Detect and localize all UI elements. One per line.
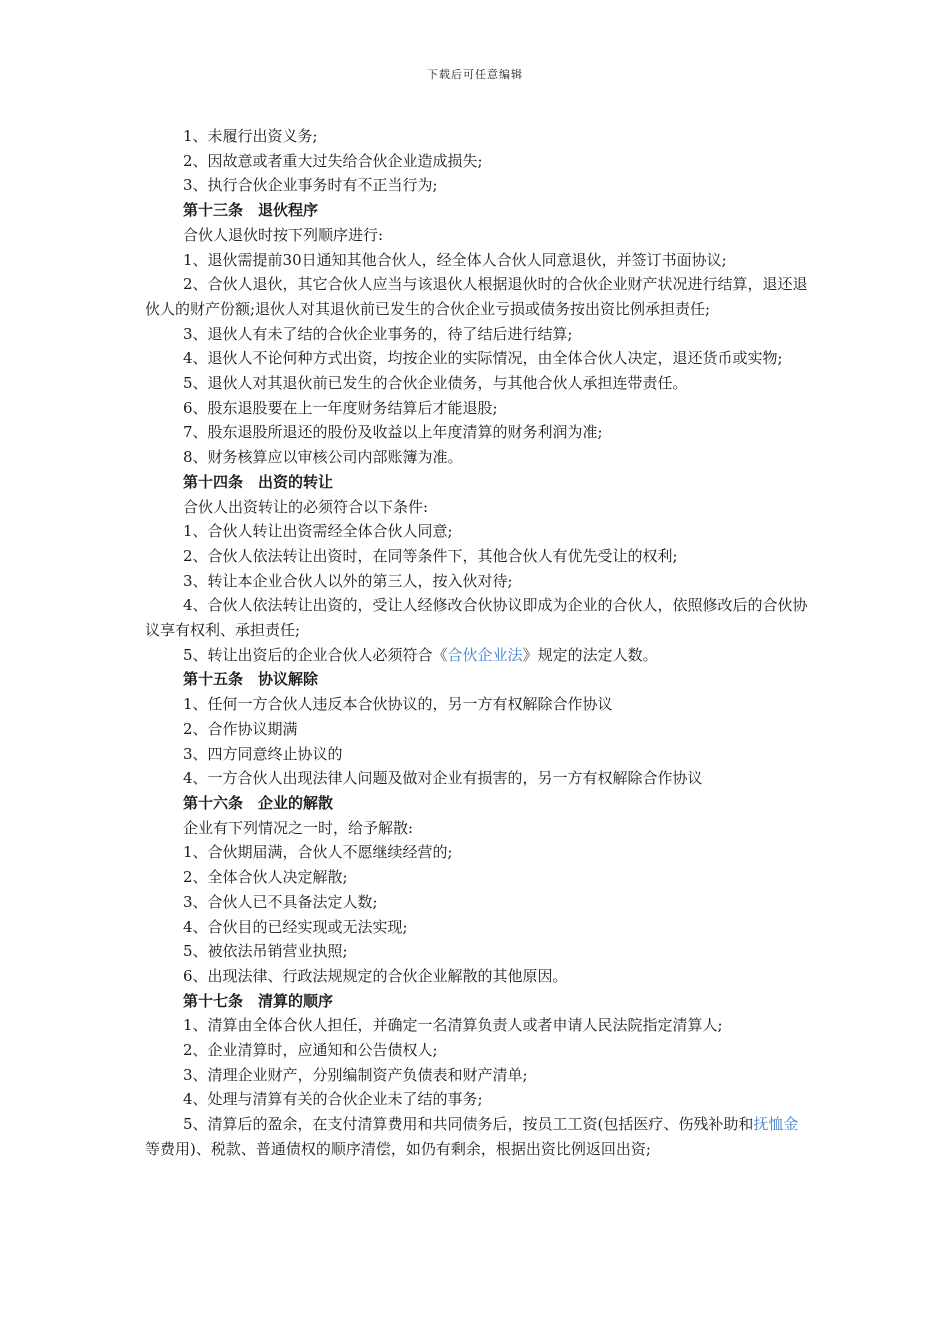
paragraph: 4、退伙人不论何种方式出资，均按企业的实际情况，由全体合伙人决定，退还货币或实物; [183,349,783,368]
paragraph-text: 5、转让出资后的企业合伙人必须符合《 [183,645,448,664]
paragraph: 8、财务核算应以审核公司内部账簿为准。 [183,448,463,467]
page-header: 下载后可任意编辑 [427,68,523,81]
paragraph: 2、合伙人依法转让出资时，在同等条件下，其他合伙人有优先受让的权利; [183,546,678,565]
article-heading: 第十五条 协议解除 [183,670,319,689]
paragraph: 企业有下列情况之一时，给予解散: [183,818,414,837]
paragraph: 7、股东退股所退还的股份及收益以上年度清算的财务利润为准; [183,423,603,442]
paragraph: 6、股东退股要在上一年度财务结算后才能退股; [183,398,498,417]
paragraph: 2、合伙人退伙，其它合伙人应当与该退伙人根据退伙时的合伙企业财产状况进行结算，退还退伙人的财产份额;退伙人对其退伙前已发生的合伙企业亏损或债务按出资比例承担责任; [145,275,808,318]
document-body [145,124,810,1162]
article-heading: 第十四条 出资的转让 [183,472,334,491]
hyperlink[interactable]: 合伙企业法 [447,645,523,664]
paragraph: 1、合伙期届满，合伙人不愿继续经营的; [183,843,453,862]
paragraph: 5、被依法吊销营业执照; [183,942,348,961]
paragraph: 2、合作协议期满 [183,719,298,738]
paragraph: 1、合伙人转让出资需经全体合伙人同意; [183,522,453,541]
paragraph: 1、清算由全体合伙人担任，并确定一名清算负责人或者申请人民法院指定清算人; [183,1016,723,1035]
paragraph: 合伙人退伙时按下列顺序进行: [183,225,384,244]
paragraph: 5、退伙人对其退伙前已发生的合伙企业债务，与其他合伙人承担连带责任。 [183,374,688,393]
paragraph: 6、出现法律、行政法规规定的合伙企业解散的其他原因。 [183,966,568,985]
paragraph: 3、合伙人已不具备法定人数; [183,892,378,911]
paragraph: 4、一方合伙人出现法律人问题及做对企业有损害的，另一方有权解除合作协议 [183,769,703,788]
paragraph [145,643,810,668]
article-heading: 第十七条 清算的顺序 [183,991,334,1010]
paragraph: 3、四方同意终止协议的 [183,744,343,763]
paragraph: 1、退伙需提前30日通知其他合伙人，经全体人合伙人同意退伙，并签订书面协议; [183,250,727,269]
paragraph-text: 等费用)、税款、普通债权的顺序清偿，如仍有剩余，根据出资比例返回出资; [145,1139,651,1158]
paragraph: 4、处理与清算有关的合伙企业未了结的事务; [183,1090,483,1109]
paragraph: 2、企业清算时，应通知和公告债权人; [183,1041,438,1060]
paragraph: 3、退伙人有未了结的合伙企业事务的，待了结后进行结算; [183,324,573,343]
paragraph-text: 5、清算后的盈余，在支付清算费用和共同债务后，按员工工资(包括医疗、伤残补助和 [183,1115,754,1134]
paragraph [145,1112,810,1161]
paragraph: 3、转让本企业合伙人以外的第三人，按入伙对待; [183,571,513,590]
paragraph: 3、清理企业财产，分别编制资产负债表和财产清单; [183,1065,528,1084]
paragraph-text: 》规定的法定人数。 [522,645,658,664]
paragraph: 3、执行合伙企业事务时有不正当行为; [183,176,438,195]
paragraph: 合伙人出资转让的必须符合以下条件: [183,497,429,516]
paragraph: 4、合伙人依法转让出资的，受让人经修改合伙协议即成为企业的合伙人，依照修改后的合伙协议享有权利、承担责任; [145,596,808,640]
paragraph: 2、全体合伙人决定解散; [183,868,348,887]
paragraph: 2、因故意或者重大过失给合伙企业造成损失; [183,151,483,170]
paragraph: 1、任何一方合伙人违反本合伙协议的，另一方有权解除合作协议 [183,695,613,714]
paragraph: 4、合伙目的已经实现或无法实现; [183,917,408,936]
article-heading: 第十六条 企业的解散 [183,793,334,812]
hyperlink[interactable]: 抚恤金 [753,1115,799,1134]
article-heading: 第十三条 退伙程序 [183,201,319,220]
paragraph: 1、未履行出资义务; [183,127,318,145]
